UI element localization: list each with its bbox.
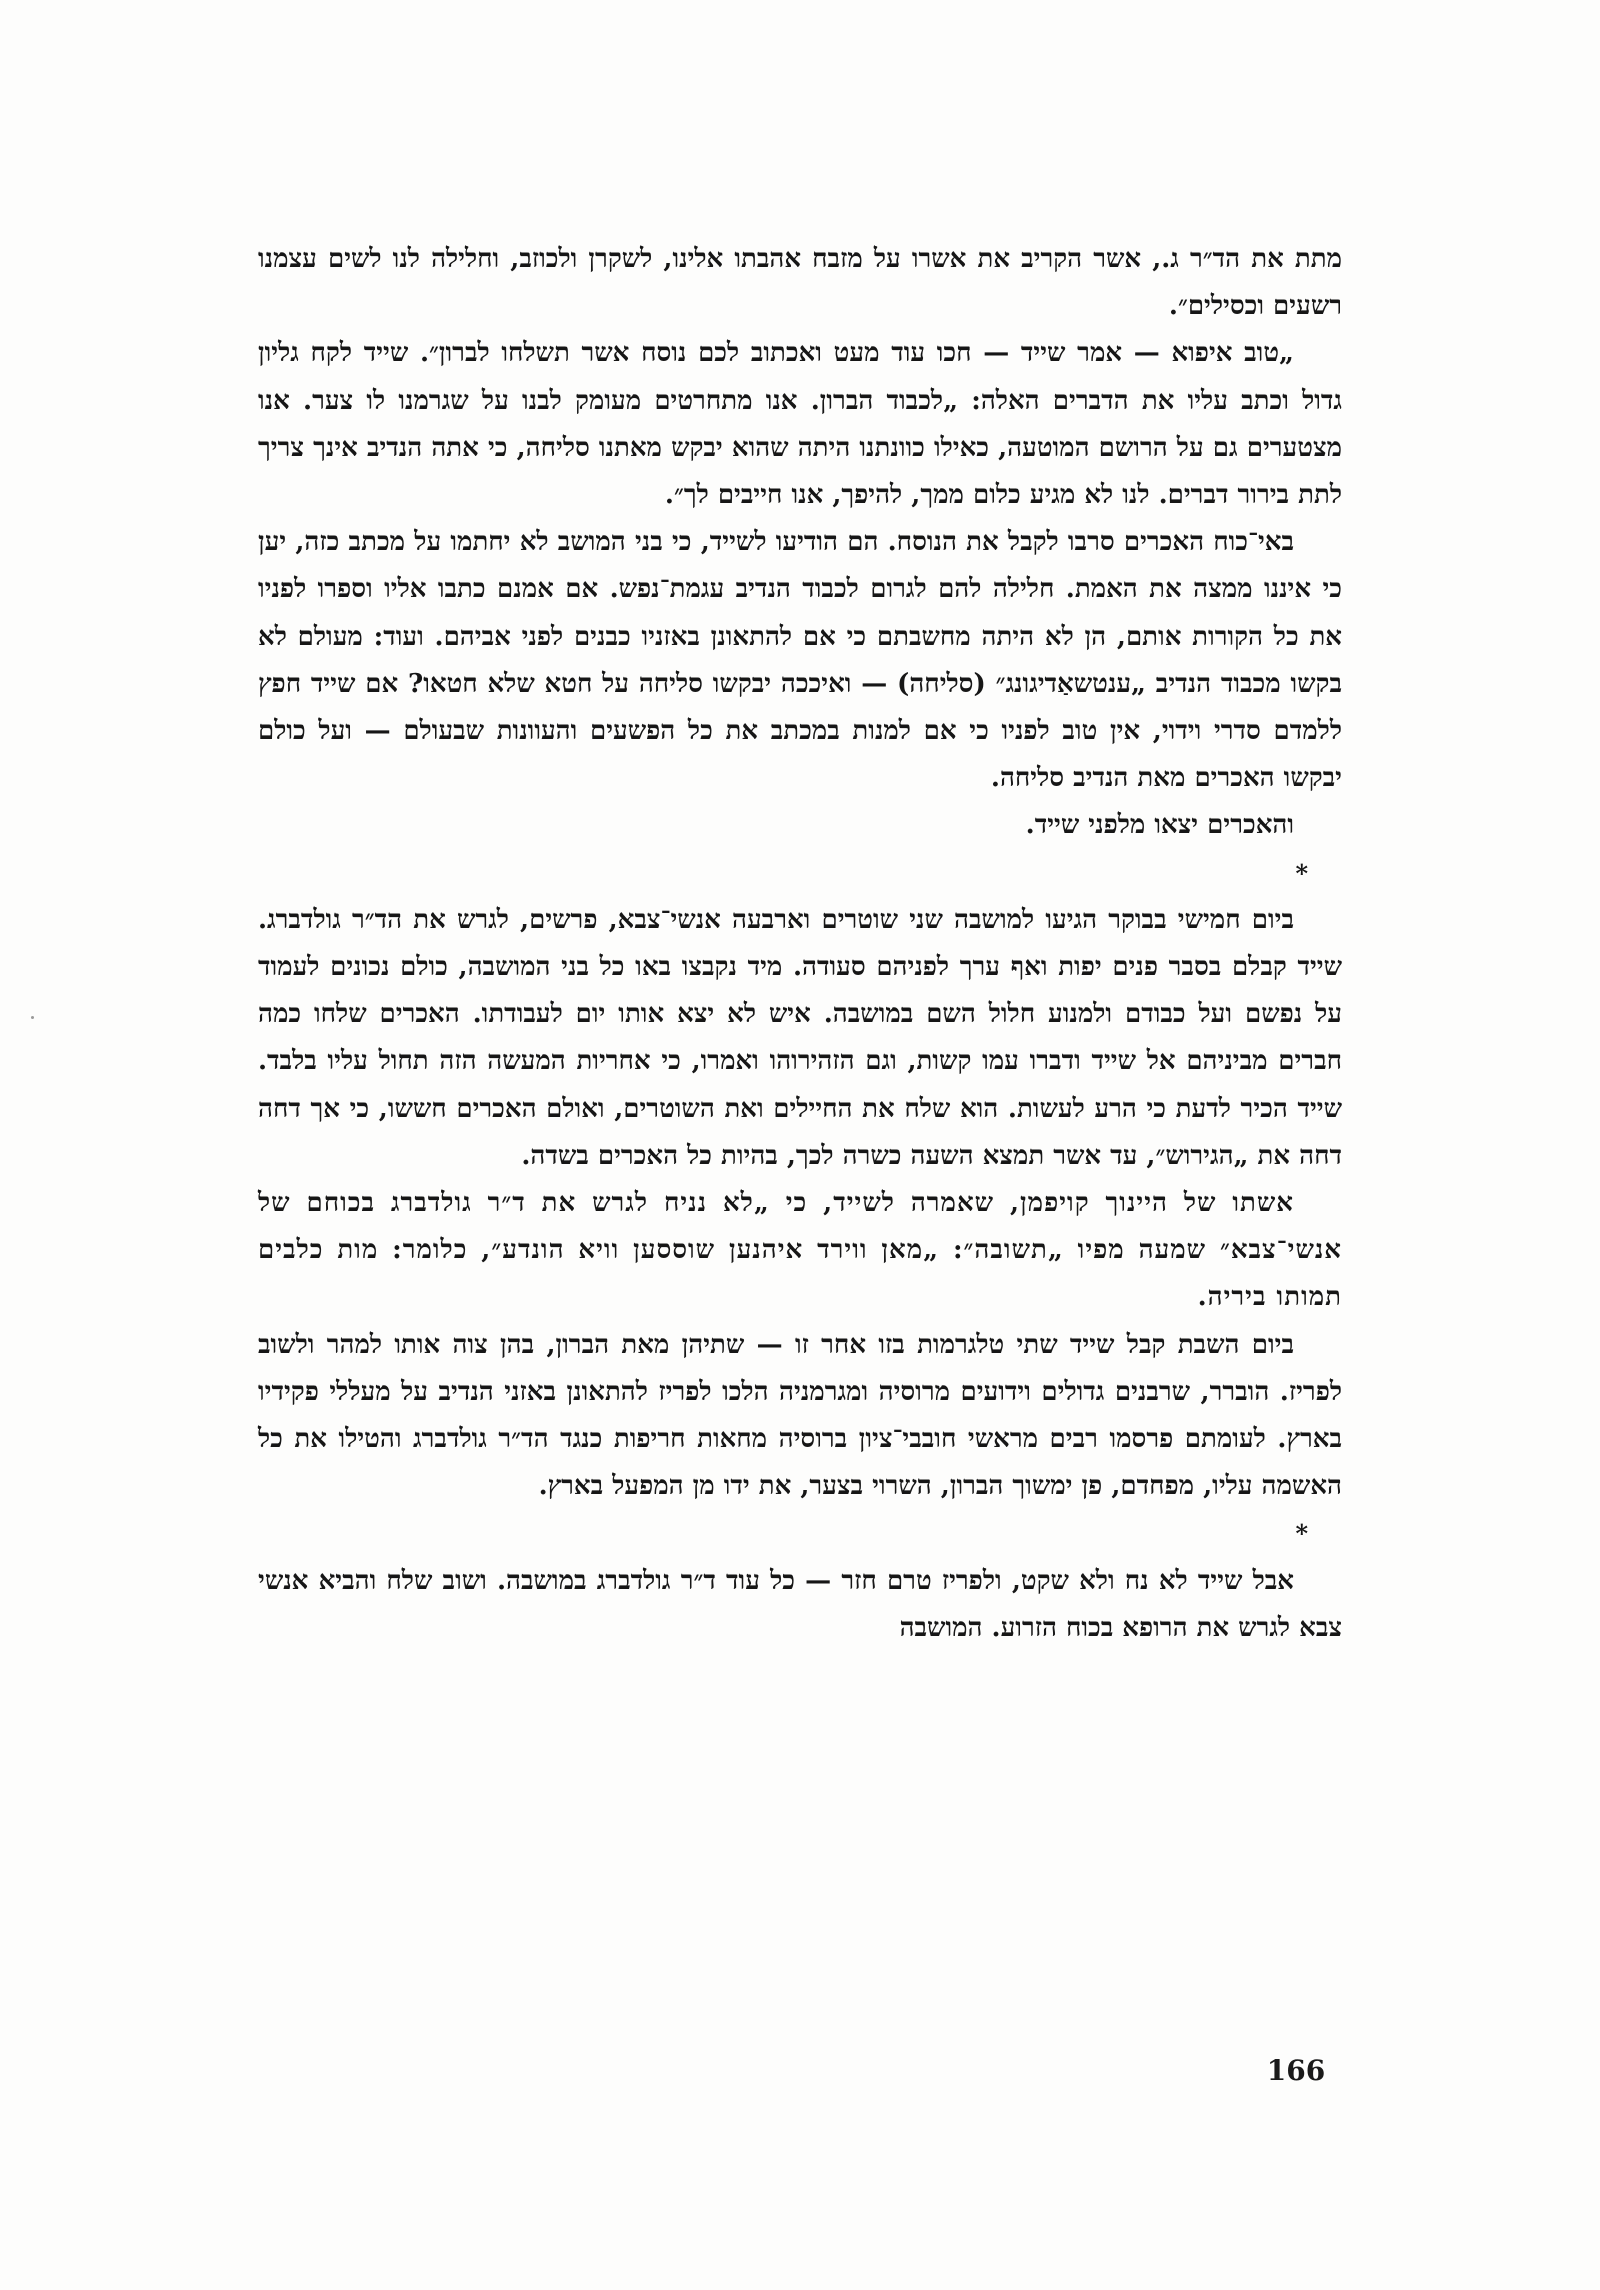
- paragraph-6: אשתו של היינוך קויפמן, שאמרה לשייד, כי „לא נניח לגרש את ד״ר גולדברג בכוחם של אנשי־צבא״ שמעה מפיו „תשובה״: „מאן ווירד איהנען שוססען וויא הונדע״, כלומר: מות כלבים תמותו ביריה.: [258, 1188, 1342, 1313]
- paragraph-2: „טוב איפוא — אמר שייד — חכו עוד מעט ואכתוב לכם נוסח אשר תשלחו לברון״. שייד לקח גליון גדול וכתב עליו את הדברים האלה: „לכבוד הברון. אנו מתחרטים מעומק לבנו על שגרמנו לו צער. אנו מצטערים גם על הרושם המוטעה, כאילו כוונתנו היתה שהוא יבקש מאתנו סליחה, כי אתה הנדיב אינך צריך לתת בירור דברים. לנו לא מגיע כלום ממך, להיפך, אנו חייבים לך״.: [258, 338, 1342, 511]
- scan-speck: [31, 1016, 34, 1019]
- section-separator-1: *: [1295, 858, 1308, 888]
- paragraph-5: ביום חמישי בבוקר הגיעו למושבה שני שוטרים וארבעה אנשי־צבא, פרשים, לגרש את הד״ר גולדברג. שייד קבלם בסבר פנים יפות ואף ערך לפניהם סעודה. מיד נקבצו באו כל בני המושבה, כולם נכונים לעמוד על נפשם ועל כבודם ולמנוע חלול השם במושבה. איש לא יצא אותו יום לעבודתו. האכרים שלחו כמה חברים מביניהם אל שייד ודברו עמו קשות, וגם הזהירוהו ואמרו, כי אחריות המעשה הזה תחול עליו בלבד. שייד הכיר לדעת כי הרע לעשות. הוא שלח את החיילים ואת השוטרים, ואולם האכרים חששו, כי אך דחה דחה את „הגירוש״, עד אשר תמצא השעה כשרה לכך, בהיות כל האכרים בשדה.: [258, 904, 1342, 1171]
- paragraph-1: מתת את הד״ר ג., אשר הקריב את אשרו על מזבח אהבתו אלינו, לשקרן ולכוזב, וחלילה לנו לשים עצמנו רשעים וכסילים״.: [258, 244, 1342, 322]
- paragraph-3: באי־כוח האכרים סרבו לקבל את הנוסח. הם הודיעו לשייד, כי בני המושב לא יחתמו על מכתב כזה, יען כי איננו ממצה את האמת. חלילה להם לגרום לכבוד הנדיב עגמת־נפש. אם אמנם כתבו אליו וספרו לפניו את כל הקורות אותם, הן לא היתה מחשבתם כי אם להתאונן באזניו כבנים לפני אביהם. ועוד: מעולם לא בקשו מכבוד הנדיב „ענטשאַדיגונג״ (סליחה) — ואיככה יבקשו סליחה על חטא שלא חטאו? אם שייד חפץ ללמדם סדרי וידוי, אין טוב לפניו כי אם למנות במכתב את כל הפשעים והעוונות שבעולם — ועל כולם יבקשו האכרים מאת הנדיב סליחה.: [258, 527, 1342, 794]
- paragraph-7: ביום השבת קבל שייד שתי טלגרמות בזו אחר זו — שתיהן מאת הברון, בהן צוה אותו למהר ולשוב לפריז. הוברר, שרבנים גדולים וידועים מרוסיה ומגרמניה הלכו לפריז להתאונן באזני הנדיב על מעללי פקידיו בארץ. לעומתם פרסמו רבים מראשי חובבי־ציון ברוסיה מחאות חריפות כנגד הד״ר גולדברג והטילו את כל האשמה עליו, מפחדם, פן ימשוך הברון, השרוי בצער, את ידו מן המפעל בארץ.: [258, 1329, 1342, 1502]
- main-text: [258, 236, 1342, 1652]
- page-number: 166: [1266, 2054, 1326, 2087]
- section-separator-2: *: [1295, 1519, 1308, 1549]
- paragraph-8: אבל שייד לא נח ולא שקט, ולפריז טרם חזר — כל עוד ד״ר גולדברג במושבה. ושוב שלח והביא אנשי צבא לגרש את הרופא בכוח הזרוע. המושבה: [258, 1565, 1342, 1643]
- paragraph-4: והאכרים יצאו מלפני שייד.: [1025, 810, 1294, 841]
